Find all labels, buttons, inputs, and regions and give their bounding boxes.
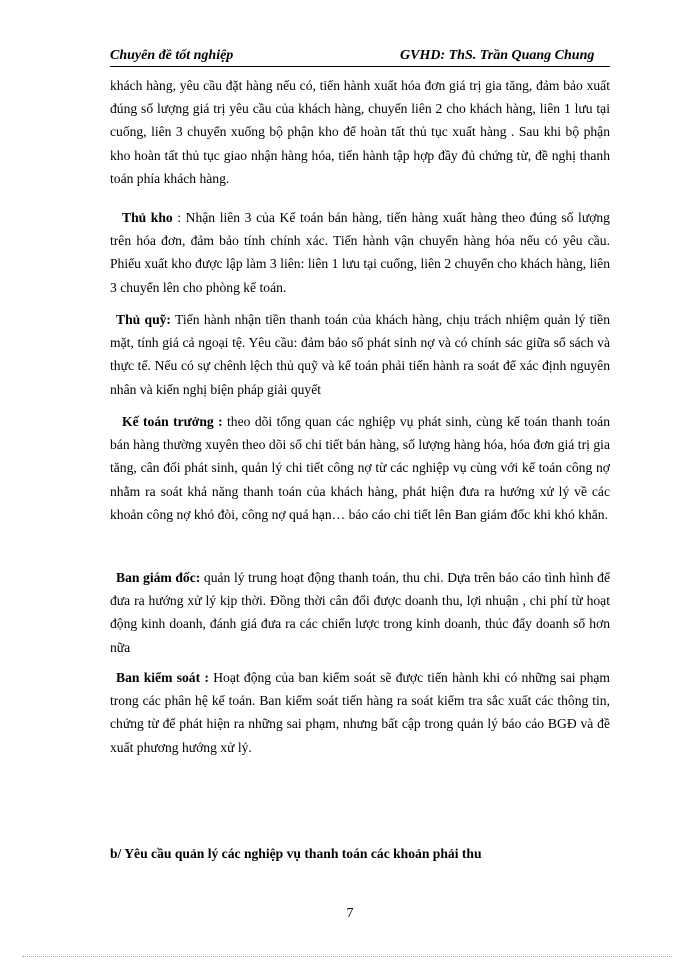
paragraph-term: Kế toán trưởng : [122, 414, 223, 429]
paragraph-term: Ban kiểm soát : [116, 670, 209, 685]
paragraph-text: Tiến hành nhận tiền thanh toán của khách hàng, chịu trách nhiệm quản lý tiền mặt, tính giá cả ngoại tệ. Yêu cầu: đảm bảo số phát sinh nợ và có chính sác giữa sổ sách và thực tế. Nếu có sự chênh lệch thủ quỹ và kế toán phải tiến hành ra soát để xác định nguyên nhân và kiến nghị biện pháp giải quyết [110, 312, 611, 397]
paragraph-text: quản lý trung hoạt động thanh toán, thu chi. Dựa trên báo cáo tình hình để đưa ra hướng xử lý kịp thời. Đồng thời cân đối được doanh thu, lợi nhuận , chi phí từ hoạt động kinh doanh, đánh giá đưa ra các chiến lược trong kinh doanh, thúc đẩy doanh số hơn nữa [110, 570, 610, 655]
paragraph-treasurer [110, 308, 610, 401]
paragraph-chief-accountant [110, 410, 610, 526]
header-title: Chuyên đề tốt nghiệp [110, 48, 234, 63]
paragraph-term: Ban giám đốc: [116, 570, 201, 585]
header-advisor: GVHD: ThS. Trần Quang Chung [400, 48, 595, 63]
section-heading: b/ Yêu cầu quản lý các nghiệp vụ thanh toán các khoản phải thu [110, 846, 482, 861]
page-bottom-divider [22, 956, 672, 957]
paragraph-board-of-directors [110, 566, 610, 659]
page-number: 7 [346, 906, 354, 921]
paragraph-term: Thủ kho [122, 210, 173, 225]
paragraph-sales-accounting [110, 74, 610, 190]
paragraph-text: theo dõi tổng quan các nghiệp vụ phát sinh, cùng kế toán thanh toán bán hàng thường xuyên theo dõi sổ chi tiết bán hàng, số lượng hàng hóa, hóa đơn giá trị gia tăng, cân đối phát sinh, quản lý chi tiết công nợ từ các nghiệp vụ cùng với kế toán công nợ nhằm ra soát khả năng thanh toán của khách hàng, phát hiện đưa ra hướng xử lý về các khoản công nợ khó đòi, công nợ quá hạn… báo cáo chi tiết lên Ban giám đốc khi khó khăn. [110, 414, 610, 522]
paragraph-supervisory-board [110, 666, 610, 759]
paragraph-warehouse-keeper [110, 206, 610, 299]
paragraph-term: Thủ quỹ: [116, 312, 171, 327]
paragraph-text: khách hàng, yêu cầu đặt hàng nếu có, tiến hành xuất hóa đơn giá trị gia tăng, đảm bảo xuất đúng số lượng giá trị yêu cầu của khách hàng, chuyển liên 2 cho khách hàng, liên 1 lưu tại cuống, liên 3 chuyển xuống bộ phận kho để hoàn tất thủ tục xuất hàng . Sau khi bộ phận kho hoàn tất thủ tục giao nhận hàng hóa, tiến hành tập hợp đầy đủ chứng từ, đề nghị thanh toán phía khách hàng. [110, 78, 610, 186]
paragraph-text: : Nhận liên 3 của Kế toán bán hàng, tiến hàng xuất hàng theo đúng số lượng trên hóa đơn, đảm bảo tính chính xác. Tiến hành vận chuyển hàng hóa nếu có yêu cầu. Phiếu xuất kho được lập làm 3 liên: liên 1 lưu tại cuống, liên 2 chuyển cho khách hàng, liên 3 chuyển lên cho phòng kế toán. [110, 210, 610, 295]
page-header [110, 46, 610, 67]
paragraph-text: Hoạt động của ban kiểm soát sẽ được tiến hành khi có những sai phạm trong các phân hệ kế toán. Ban kiểm soát tiến hàng ra soát kiểm tra sắc xuất các thông tin, chứng từ để phát hiện ra những sai phạm, nhưng bất cập trong quản lý báo cáo BGĐ và đề xuất phương hướng xử lý. [110, 670, 610, 755]
